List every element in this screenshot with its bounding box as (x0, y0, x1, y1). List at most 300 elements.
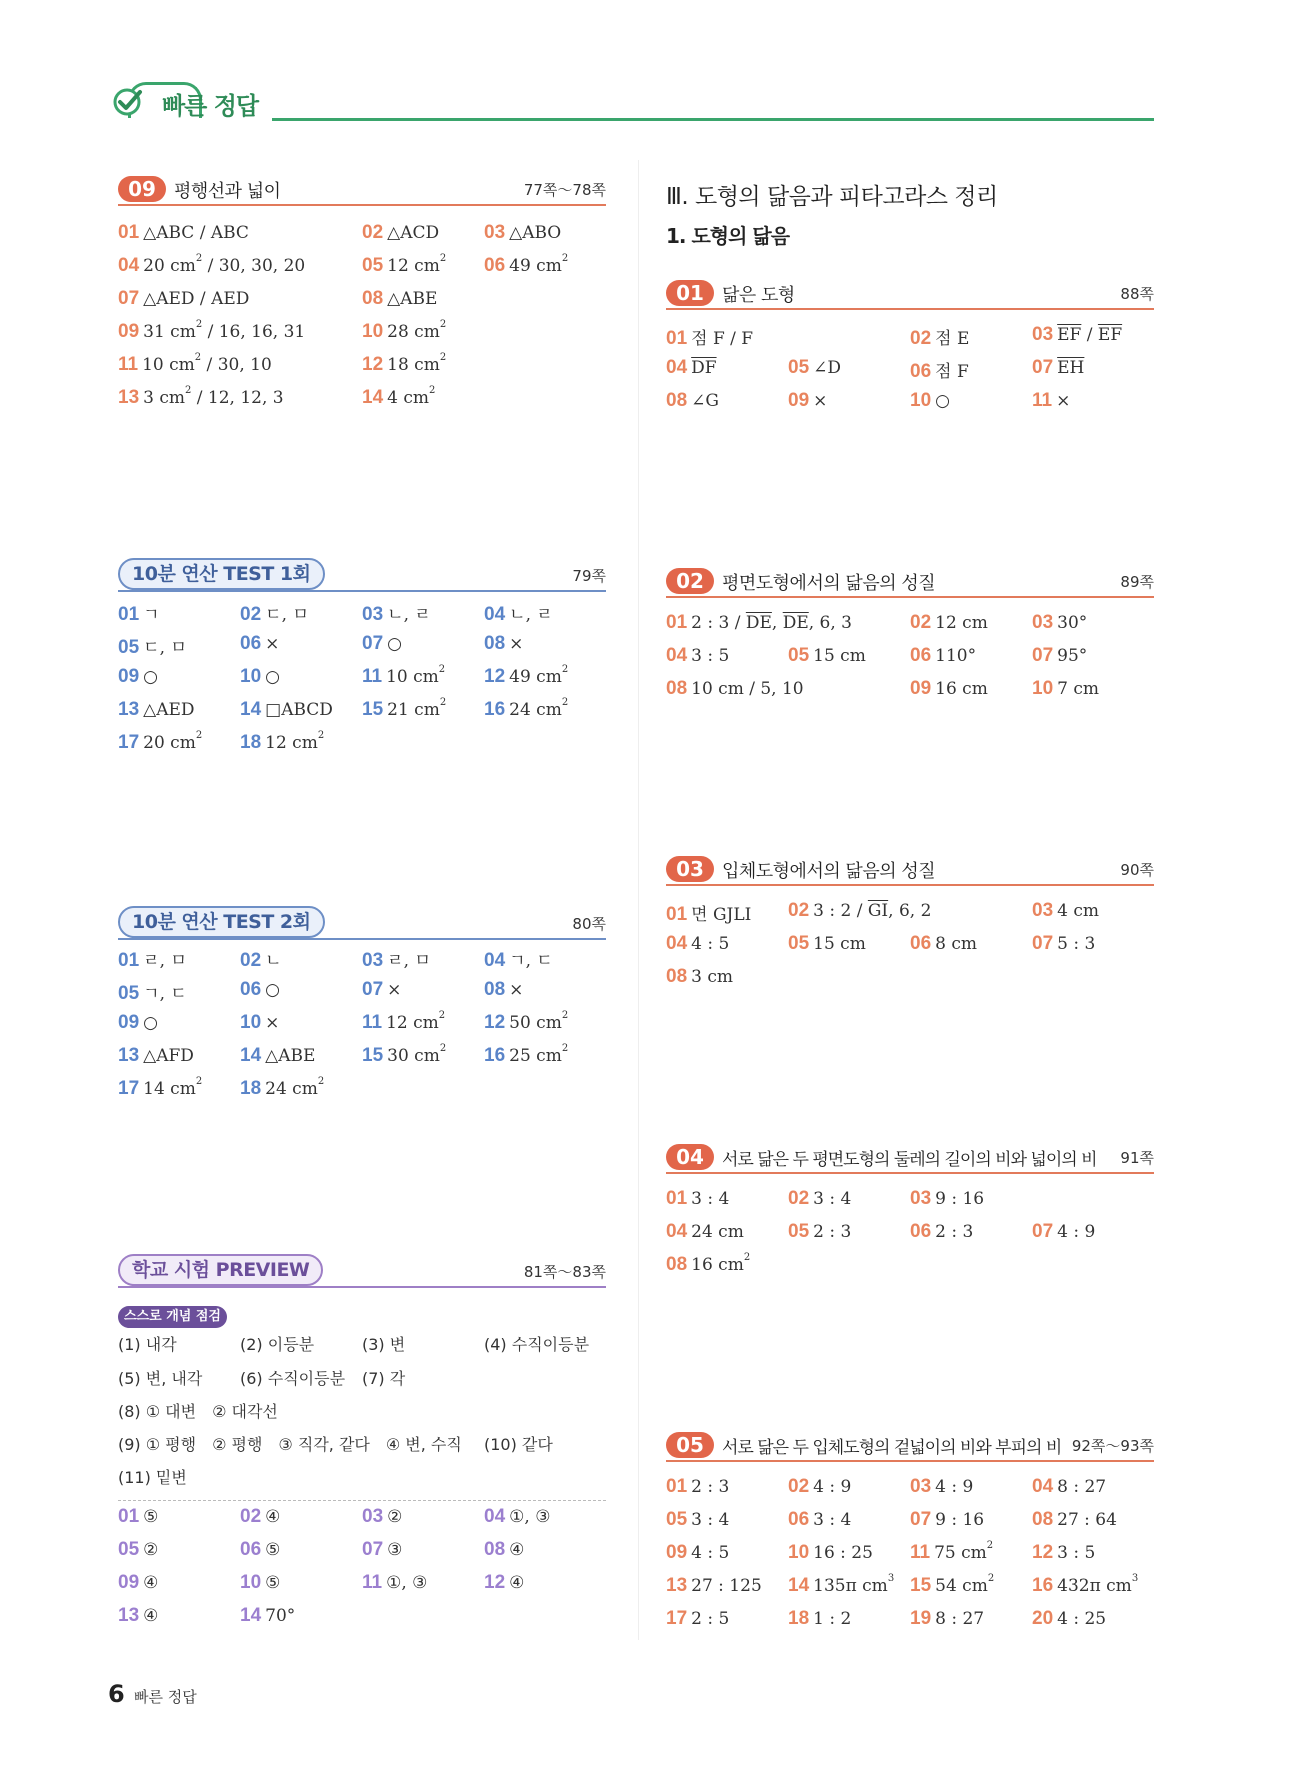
concept-item: (1) 내각 (118, 1335, 177, 1354)
answer-item (666, 1608, 729, 1630)
answer-number: 12 (1032, 1542, 1054, 1563)
answer-item (240, 600, 309, 626)
answer-item (118, 1506, 158, 1528)
answer-number: 04 (666, 933, 688, 954)
answer-item (666, 678, 804, 700)
answer-value: 10 $cm^2$ (386, 664, 446, 687)
answer-item (118, 1045, 194, 1067)
answer-number: 09 (118, 666, 140, 687)
concept-item: (3) 변 (362, 1335, 406, 1354)
section-title: 평면도형에서의 닮음의 성질 (722, 573, 936, 594)
answer-value: 3 $cm^2 / 12$, 12, 3 (143, 385, 284, 408)
answer-item (666, 612, 852, 634)
answer-number: 10 (788, 1542, 810, 1563)
answer-value: 16 cm (935, 679, 988, 699)
answer-number: 08 (666, 390, 688, 411)
answer-number: 14 (240, 1045, 262, 1066)
answer-item (1032, 357, 1084, 379)
answer-value: 27 : 64 (1057, 1510, 1117, 1530)
answer-value: 110° (935, 646, 977, 666)
section-05-header (666, 1432, 1154, 1462)
answer-value: 20 $cm^2 / 30$, 30, 20 (143, 253, 306, 276)
answer-item (666, 390, 719, 412)
answer-item (788, 1608, 851, 1630)
answer-value: 16 $cm^2$ (691, 1252, 751, 1275)
section-page: 89쪽 (1120, 573, 1154, 591)
concept-item: (6) 수직이등분 (240, 1369, 346, 1388)
answer-number: 16 (1032, 1575, 1054, 1596)
answer-item (118, 979, 187, 1005)
answer-number: 16 (484, 699, 506, 720)
answer-number: 03 (1032, 900, 1054, 921)
answer-item (910, 357, 969, 383)
answer-value: 12 $cm^2$ (386, 1010, 446, 1033)
answer-item (240, 1572, 280, 1594)
section-page: 79쪽 (572, 567, 606, 585)
answer-item (118, 1605, 158, 1627)
answer-number: 07 (910, 1509, 932, 1530)
answer-item (666, 645, 729, 667)
answer-value: × (1056, 391, 1071, 411)
answer-value: ⑤ (265, 1573, 281, 1593)
answer-number: 10 (240, 1572, 262, 1593)
answer-value: 12 cm (935, 613, 988, 633)
answer-number: 11 (362, 666, 383, 687)
answer-item (1032, 1542, 1095, 1564)
answer-value: $\overline{EH}$ (1057, 358, 1085, 378)
answer-number: 06 (910, 645, 932, 666)
answer-number: 04 (666, 1221, 688, 1242)
answer-number: 10 (362, 321, 384, 342)
section-number: 03 (666, 856, 714, 882)
header-title: 빠른 정답 (162, 92, 259, 120)
answer-item (484, 946, 553, 972)
answer-value: ㄹ, ㅁ (387, 951, 431, 971)
answer-item (788, 933, 866, 955)
answer-item (362, 666, 445, 688)
section-04-header (666, 1144, 1154, 1174)
answer-item (1032, 645, 1087, 667)
answer-item (666, 1254, 750, 1276)
answer-number: 04 (118, 255, 140, 276)
answer-value: ○ (265, 980, 280, 1000)
answer-value: 3 cm (691, 967, 734, 987)
answer-number: 09 (118, 1012, 140, 1033)
answer-value: 15 cm (813, 646, 866, 666)
answer-number: 06 (484, 255, 506, 276)
answer-item (118, 946, 187, 972)
answer-item (118, 1572, 158, 1594)
answer-item (240, 1078, 324, 1100)
answer-item (788, 1575, 894, 1597)
answer-value: ④ (143, 1573, 159, 1593)
section-page: 81쪽～83쪽 (523, 1263, 606, 1281)
answer-item (1032, 1221, 1095, 1243)
answer-value: 10 cm / 5, 10 (691, 679, 804, 699)
answer-item (910, 933, 977, 955)
concept-item: (5) 변, 내각 (118, 1369, 203, 1388)
answer-item (118, 354, 272, 376)
answer-item (666, 933, 729, 955)
answer-item (240, 1012, 279, 1034)
test2-header (118, 910, 606, 940)
concept-check-tag: 스스로 개념 점검 (118, 1306, 227, 1328)
answer-number: 05 (118, 637, 140, 658)
answer-item (240, 1506, 280, 1528)
answer-value: 50 $cm^2$ (509, 1010, 569, 1033)
answer-value: ①, ③ (509, 1507, 551, 1527)
answer-item (118, 288, 249, 310)
answer-number: 02 (788, 1476, 810, 1497)
answer-value: 4 : 25 (1057, 1609, 1107, 1629)
answer-number: 05 (362, 255, 384, 276)
section-page: 91쪽 (1120, 1149, 1154, 1167)
answer-number: 06 (788, 1509, 810, 1530)
answer-value: ㄴ, ㄹ (509, 605, 553, 625)
check-icon (112, 86, 144, 118)
answer-value: △ABE (387, 289, 438, 309)
answer-item (240, 699, 333, 721)
answer-value: ○ (143, 667, 158, 687)
answer-number: 07 (118, 288, 140, 309)
dotted-divider (118, 1500, 606, 1501)
answer-value: 28 $cm^2$ (387, 319, 447, 342)
section-page: 88쪽 (1120, 285, 1154, 303)
answer-item (118, 255, 305, 277)
answer-item (118, 387, 284, 409)
answer-item (240, 946, 282, 972)
answer-number: 04 (1032, 1476, 1054, 1497)
answer-item (666, 1476, 729, 1498)
answer-number: 13 (118, 699, 140, 720)
answer-item (362, 387, 435, 409)
answer-value: ② (143, 1540, 159, 1560)
answer-item (910, 1188, 984, 1210)
answer-value: ④ (509, 1573, 525, 1593)
answer-value: 3 : 4 (691, 1510, 730, 1530)
test2-pill: 10분 연산 TEST 2회 (118, 906, 325, 938)
answer-item (666, 1509, 729, 1531)
answer-number: 03 (1032, 612, 1054, 633)
answer-item (788, 1509, 851, 1531)
answer-value: 면 GJLI (691, 905, 752, 925)
answer-item (1032, 678, 1099, 700)
answer-number: 07 (362, 979, 384, 1000)
section-09-header (118, 176, 606, 206)
answer-value: ㄱ, ㄷ (509, 951, 553, 971)
answer-number: 10 (240, 1012, 262, 1033)
answer-number: 01 (666, 1476, 688, 1497)
answer-number: 06 (910, 933, 932, 954)
answer-value: △AED / AED (143, 289, 250, 309)
answer-value: △AED (143, 700, 195, 720)
answer-value: 24 cm (691, 1222, 744, 1242)
answer-value: 3 : 4 (813, 1189, 852, 1209)
answer-number: 07 (1032, 357, 1054, 378)
answer-item (484, 1012, 568, 1034)
answer-item (788, 1542, 873, 1564)
answer-item (910, 1542, 993, 1564)
answer-number: 08 (484, 633, 506, 654)
answer-number: 08 (362, 288, 384, 309)
answer-value: 54 $cm^2$ (935, 1573, 995, 1596)
answer-number: 04 (666, 645, 688, 666)
answer-number: 04 (484, 604, 506, 625)
section-title: 서로 닮은 두 평면도형의 둘레의 길이의 비와 넓이의 비 (722, 1150, 1097, 1170)
answer-number: 02 (788, 900, 810, 921)
answer-value: $\overline{EF} / \overline{EF}$ (1057, 325, 1123, 345)
answer-value: 1 : 2 (813, 1609, 852, 1629)
answer-item (666, 1221, 744, 1243)
answer-number: 06 (910, 1221, 932, 1242)
answer-number: 08 (666, 966, 688, 987)
answer-value: 4 cm (1057, 901, 1100, 921)
answer-item (666, 900, 751, 926)
answer-number: 14 (240, 1605, 262, 1626)
concept-item: (9) ① 평행 ② 평행 ③ 직각, 같다 ④ 변, 수직 (118, 1435, 462, 1454)
answer-number: 02 (910, 612, 932, 633)
answer-item (788, 1221, 851, 1243)
answer-number: 05 (118, 983, 140, 1004)
answer-value: 7 cm (1057, 679, 1100, 699)
answer-value: 9 : 16 (935, 1189, 985, 1209)
answer-number: 08 (484, 979, 506, 1000)
answer-item (118, 732, 202, 754)
answer-value: 3 : 5 (1057, 1543, 1096, 1563)
answer-value: × (813, 391, 828, 411)
answer-item (240, 732, 324, 754)
answer-value: 2 : 3 (813, 1222, 852, 1242)
answer-number: 03 (362, 604, 384, 625)
answer-item (240, 633, 279, 655)
answer-value: ㄱ, ㄷ (143, 984, 187, 1004)
answer-item (484, 979, 523, 1001)
answer-number: 15 (362, 1045, 384, 1066)
answer-value: 4 : 9 (935, 1477, 974, 1497)
answer-number: 11 (362, 1012, 383, 1033)
answer-number: 17 (118, 1078, 140, 1099)
answer-item (666, 324, 753, 350)
answer-item (362, 1045, 446, 1067)
answer-value: △ABO (509, 223, 562, 243)
footer-label: 빠른 정답 (134, 1688, 197, 1706)
answer-value: ㄴ (265, 951, 282, 971)
answer-value: 49 $cm^2$ (509, 253, 569, 276)
answer-number: 10 (910, 390, 932, 411)
section-number: 05 (666, 1432, 714, 1458)
answer-value: 3 : 5 (691, 646, 730, 666)
answer-item (910, 1221, 973, 1243)
answer-number: 15 (362, 699, 384, 720)
answer-value: △AFD (143, 1046, 194, 1066)
test1-header (118, 562, 606, 592)
answer-value: ④ (509, 1540, 525, 1560)
concept-item: (7) 각 (362, 1369, 406, 1388)
answer-number: 17 (666, 1608, 688, 1629)
answer-value: 20 $cm^2$ (143, 730, 203, 753)
answer-number: 13 (666, 1575, 688, 1596)
answer-item (240, 1539, 280, 1561)
answer-number: 06 (240, 633, 262, 654)
answer-number: 15 (910, 1575, 932, 1596)
section-page: 80쪽 (572, 915, 606, 933)
answer-value: 3 : 4 (813, 1510, 852, 1530)
answer-item (362, 600, 431, 626)
section-number: 04 (666, 1144, 714, 1170)
answer-number: 01 (666, 328, 688, 349)
answer-value: 21 $cm^2$ (387, 697, 447, 720)
answer-number: 01 (118, 604, 140, 625)
answer-number: 03 (484, 222, 506, 243)
answer-number: 01 (666, 612, 688, 633)
answer-number: 02 (910, 328, 932, 349)
answer-number: 05 (788, 645, 810, 666)
section-page: 92쪽～93쪽 (1071, 1437, 1154, 1455)
answer-item (1032, 1509, 1117, 1531)
answer-item (910, 1608, 984, 1630)
answer-value: 135π $cm^3$ (813, 1573, 895, 1596)
answer-item (666, 1575, 762, 1597)
answer-value: □ABCD (265, 700, 333, 720)
test1-pill: 10분 연산 TEST 1회 (118, 558, 325, 590)
answer-value: 30° (1057, 613, 1088, 633)
answer-number: 11 (118, 354, 139, 375)
answer-item (1032, 1575, 1138, 1597)
answer-value: 30 $cm^2$ (387, 1043, 447, 1066)
answer-number: 11 (362, 1572, 383, 1593)
answer-value: △ACD (387, 223, 440, 243)
answer-value: × (387, 980, 402, 1000)
answer-item (910, 612, 988, 634)
answer-value: 점 F (935, 362, 969, 382)
answer-number: 05 (118, 1539, 140, 1560)
answer-value: 18 $cm^2$ (387, 352, 447, 375)
answer-value: 8 : 27 (1057, 1477, 1107, 1497)
answer-number: 10 (240, 666, 262, 687)
answer-number: 03 (910, 1188, 932, 1209)
answer-number: 12 (362, 354, 384, 375)
answer-item (118, 1078, 202, 1100)
answer-item (362, 222, 439, 244)
answer-value: ∠G (691, 391, 719, 411)
answer-value: 75 $cm^2$ (934, 1540, 994, 1563)
answer-value: ② (387, 1507, 403, 1527)
answer-number: 08 (1032, 1509, 1054, 1530)
answer-value: 4 : 5 (691, 934, 730, 954)
answer-item (362, 699, 446, 721)
answer-item (666, 966, 733, 988)
answer-number: 03 (910, 1476, 932, 1497)
answer-item (118, 321, 305, 343)
answer-item (1032, 900, 1099, 922)
answer-value: 432π $cm^3$ (1057, 1573, 1139, 1596)
answer-number: 13 (118, 1605, 140, 1626)
answer-value: △ABC / ABC (143, 223, 249, 243)
answer-item (118, 1012, 158, 1034)
answer-item (1032, 1476, 1106, 1498)
answer-number: 01 (666, 1188, 688, 1209)
answer-value: 점 F / F (691, 329, 754, 349)
section-page: 77쪽～78쪽 (523, 181, 606, 199)
section-title: 닮은 도형 (722, 285, 795, 306)
answer-value: 4 : 9 (813, 1477, 852, 1497)
answer-number: 14 (362, 387, 384, 408)
answer-number: 02 (362, 222, 384, 243)
answer-number: 17 (118, 732, 140, 753)
answer-value: ④ (265, 1507, 281, 1527)
answer-number: 18 (240, 1078, 262, 1099)
answer-value: ④ (143, 1606, 159, 1626)
answer-value: 3 : $2 / \overline{GI}$, 6, 2 (813, 901, 932, 921)
answer-value: × (265, 1013, 280, 1033)
answer-number: 08 (666, 1254, 688, 1275)
answer-item (362, 1012, 445, 1034)
answer-item (910, 645, 976, 667)
answer-item (362, 255, 446, 277)
answer-value: ①, ③ (386, 1573, 428, 1593)
answer-number: 02 (240, 1506, 262, 1527)
answer-value: 16 : 25 (813, 1543, 873, 1563)
answer-number: 20 (1032, 1608, 1054, 1629)
answer-value: ㄹ, ㅁ (143, 951, 187, 971)
answer-number: 05 (666, 1509, 688, 1530)
answer-value: ③ (387, 1540, 403, 1560)
answer-number: 09 (788, 390, 810, 411)
answer-item (484, 633, 523, 655)
answer-number: 01 (118, 222, 140, 243)
answer-item (484, 1572, 524, 1594)
answer-value: ⑤ (143, 1507, 159, 1527)
answer-number: 12 (484, 1012, 506, 1033)
answer-item (240, 666, 280, 688)
answer-number: 12 (484, 666, 506, 687)
section-number: 01 (666, 280, 714, 306)
answer-number: 07 (1032, 1221, 1054, 1242)
answer-value: 8 : 27 (935, 1609, 985, 1629)
answer-value: ⑤ (265, 1540, 281, 1560)
answer-value: 2 : $3 / \overline{DE}$, $\overline{DE}$, 6, 3 (691, 613, 852, 633)
answer-number: 07 (1032, 933, 1054, 954)
answer-value: 70° (265, 1606, 296, 1626)
answer-value: ∠D (813, 358, 842, 378)
answer-item (788, 1476, 851, 1498)
answer-item (1032, 390, 1070, 412)
section-02-header (666, 568, 1154, 598)
answer-number: 07 (362, 633, 384, 654)
answer-item (118, 222, 249, 244)
answer-item (788, 357, 841, 379)
answer-item (362, 354, 446, 376)
preview-header (118, 1258, 606, 1288)
answer-item (910, 1509, 984, 1531)
answer-value: 10 $cm^2 / 30$, 10 (142, 352, 272, 375)
answer-value: ○ (265, 667, 280, 687)
answer-item (362, 946, 431, 972)
answer-item (666, 1188, 729, 1210)
concept-item: (8) ① 대변 ② 대각선 (118, 1402, 278, 1421)
answer-value: 5 : 3 (1057, 934, 1096, 954)
answer-number: 07 (362, 1539, 384, 1560)
answer-number: 03 (1032, 324, 1054, 345)
answer-number: 03 (362, 950, 384, 971)
answer-number: 11 (1032, 390, 1053, 411)
answer-number: 14 (788, 1575, 810, 1596)
answer-value: 12 $cm^2$ (387, 253, 447, 276)
answer-number: 01 (118, 950, 140, 971)
answer-number: 05 (788, 357, 810, 378)
answer-item (666, 357, 717, 379)
answer-value: 2 : 5 (691, 1609, 730, 1629)
